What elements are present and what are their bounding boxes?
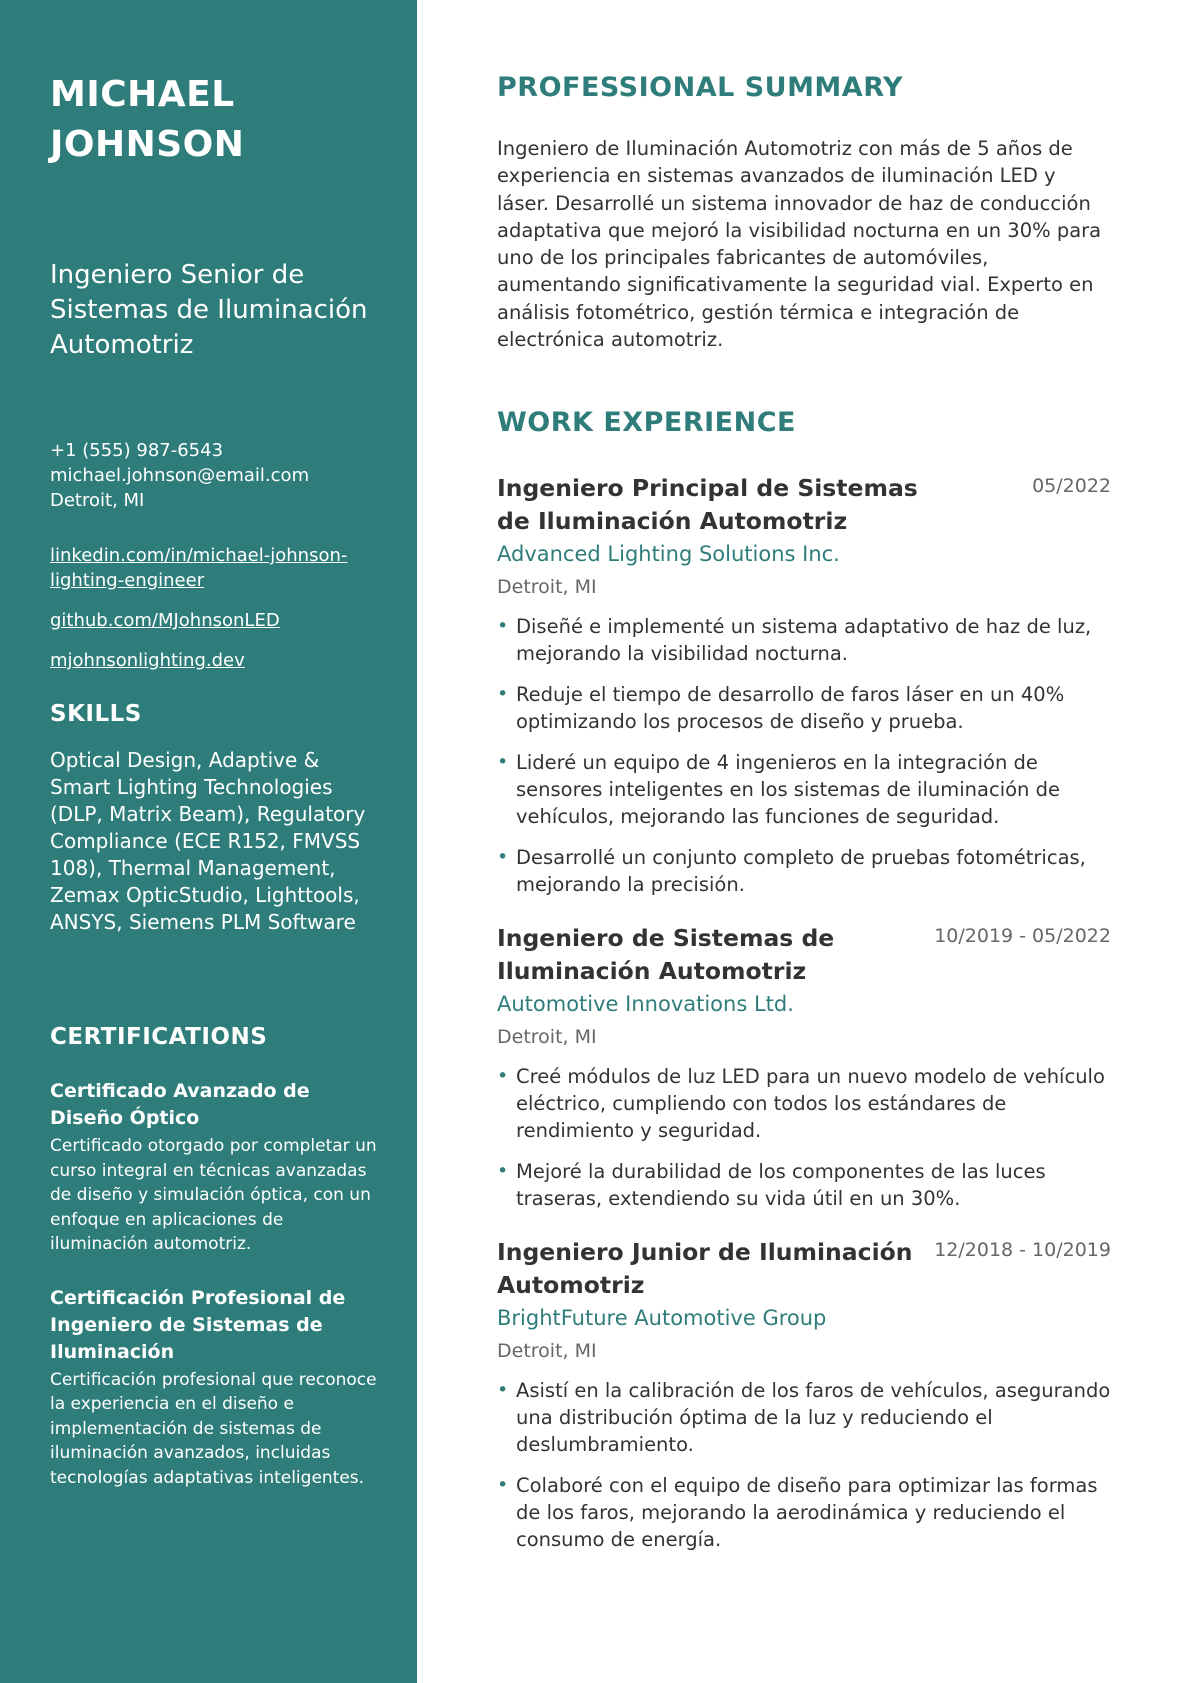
job-entry [497,1236,1111,1553]
job-location: Detroit, MI [497,1340,597,1363]
website-link[interactable]: mjohnsonlighting.dev [50,650,245,671]
job-date: 10/2019 - 05/2022 [934,925,1111,948]
summary-heading: PROFESSIONAL SUMMARY [497,72,904,103]
github-link[interactable]: github.com/MJohnsonLED [50,610,280,631]
skills-heading: SKILLS [50,701,142,727]
contact-location: Detroit, MI [50,490,145,511]
candidate-name [50,70,377,170]
job-bullets [497,1377,1111,1553]
job-bullet: • Asistí en la calibración de los faros de vehículos, asegurando una distribución óptima de la luz y reduciendo el deslumbramiento. [497,1377,1111,1458]
certification-name: Certificado Avanzado de Diseño Óptico [50,1080,310,1129]
job-date: 12/2018 - 10/2019 [934,1239,1111,1262]
job-title: Ingeniero Junior de Iluminación Automotriz [497,1238,913,1299]
job-bullet: • Lideré un equipo de 4 ingenieros en la integración de sensores inteligentes en los sistemas de iluminación de vehículos, mejorando las funciones de seguridad. [497,749,1111,830]
certification-description: Certificado otorgado por completar un curso integral en técnicas avanzadas de diseño y simulación óptica, con un enfoque en aplicaciones de iluminación automotriz. [50,1136,377,1254]
candidate-title: Ingeniero Senior de Sistemas de Iluminación Automotriz [50,260,368,360]
job-header [497,922,1111,987]
job-location: Detroit, MI [497,576,597,599]
work-experience-heading: WORK EXPERIENCE [497,407,796,439]
email-address: michael.johnson@email.com [50,465,310,486]
job-title: Ingeniero de Sistemas de Iluminación Automotriz [497,924,835,985]
job-bullet: • Creé módulos de luz LED para un nuevo modelo de vehículo eléctrico, cumpliendo con todos los estándares de rendimiento y seguridad. [497,1063,1111,1144]
main-content [497,0,1111,1553]
summary-text: Ingeniero de Iluminación Automotriz con más de 5 años de experiencia en sistemas avanzados de iluminación LED y láser. Desarrollé un sistema innovador de haz de conducción adaptativa que mejoró la visibilidad nocturna en un 30% para uno de los principales fabricantes de automóviles, aumentando significativamente la seguridad vial. Experto en análisis fotométrico, gestión térmica e integración de electrónica automotriz. [497,137,1102,352]
job-date: 05/2022 [1032,475,1111,498]
contact-info [50,438,377,513]
job-bullets [497,613,1111,898]
job-bullet: • Colaboré con el equipo de diseño para optimizar las formas de los faros, mejorando la aerodinámica y reduciendo el consumo de energía. [497,1472,1111,1553]
certifications-heading: CERTIFICATIONS [50,1024,268,1050]
company-name: Automotive Innovations Ltd. [497,992,794,1017]
certification-item [50,1078,377,1257]
job-header [497,472,1111,537]
first-name: MICHAEL [50,74,235,115]
company-name: BrightFuture Automotive Group [497,1306,827,1331]
job-location: Detroit, MI [497,1026,597,1049]
certification-description: Certificación profesional que reconoce la experiencia en el diseño e implementación de sistemas de iluminación avanzados, incluidas tecnologías adaptativas inteligentes. [50,1369,377,1488]
certification-item [50,1285,377,1491]
job-entry [497,922,1111,1212]
phone-number: +1 (555) 987-6543 [50,440,224,461]
company-name: Advanced Lighting Solutions Inc. [497,542,840,567]
sidebar [0,0,417,1683]
job-bullet: • Diseñé e implementé un sistema adaptativo de haz de luz, mejorando la visibilidad nocturna. [497,613,1111,667]
certification-name: Certificación Profesional de Ingeniero de Sistemas de Iluminación [50,1286,346,1363]
last-name: JOHNSON [50,124,245,165]
linkedin-link[interactable]: linkedin.com/in/michael-johnson-lighting-engineer [50,545,348,591]
skills-list: Optical Design, Adaptive & Smart Lighting Technologies (DLP, Matrix Beam), Regulatory Compliance (ECE R152, FMVSS 108), Thermal Management, Zemax OpticStudio, Lighttools, ANSYS, Siemens PLM Software [50,748,366,934]
profile-links [50,543,377,673]
job-bullet: • Desarrollé un conjunto completo de pruebas fotométricas, mejorando la precisión. [497,844,1111,898]
job-entry [497,472,1111,898]
job-bullet: • Reduje el tiempo de desarrollo de faros láser en un 40% optimizando los procesos de diseño y prueba. [497,681,1111,735]
job-header [497,1236,1111,1301]
job-bullets [497,1063,1111,1212]
job-bullet: • Mejoré la durabilidad de los componentes de las luces traseras, extendiendo su vida útil en un 30%. [497,1158,1111,1212]
job-title: Ingeniero Principal de Sistemas de Iluminación Automotriz [497,474,918,535]
